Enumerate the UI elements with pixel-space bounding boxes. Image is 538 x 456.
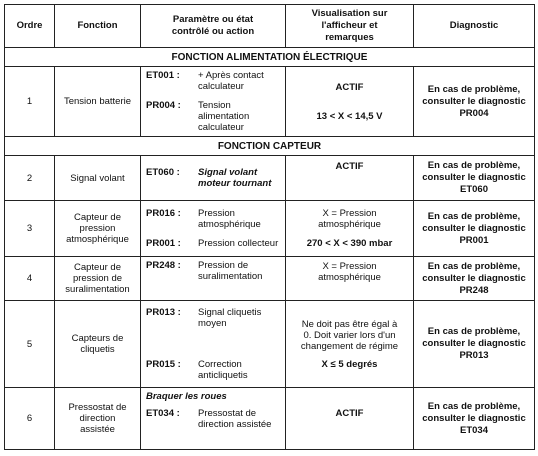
cell-ordre: 4 [5, 257, 55, 301]
cell-diagnostic: En cas de problème, consulter le diagnostic PR248 [414, 257, 535, 301]
param-code: PR004 : [146, 100, 181, 111]
param-line [143, 260, 283, 282]
cell-parametre [141, 388, 286, 450]
vis-value: X = Pression atmosphérique [318, 261, 381, 283]
section-title-capteur: FONCTION CAPTEUR [5, 137, 535, 156]
cell-ordre: 2 [5, 156, 55, 201]
section-row-capteur [5, 137, 535, 156]
table-row [5, 301, 535, 388]
param-code: ET001 : [146, 70, 180, 81]
param-code: PR013 : [146, 307, 181, 318]
param-code: PR001 : [146, 238, 181, 249]
cell-diagnostic: En cas de problème, consulter le diagnostic ET060 [414, 156, 535, 201]
param-text: Pression collecteur [198, 238, 279, 249]
section-row-alimentation [5, 48, 535, 67]
cell-ordre: 3 [5, 201, 55, 257]
cell-visualisation [286, 388, 414, 450]
param-line [143, 307, 283, 329]
param-text: Pressostat de direction assistée [198, 408, 272, 430]
table-row [5, 156, 535, 201]
cell-fonction: Capteur de pression atmosphérique [55, 201, 141, 257]
cell-parametre [141, 201, 286, 257]
table-row [5, 257, 535, 301]
cell-visualisation [286, 201, 414, 257]
vis-value: X ≤ 5 degrés [321, 358, 378, 370]
param-text: Pression atmosphérique [198, 208, 261, 230]
header-ordre: Ordre [5, 5, 55, 48]
cell-visualisation [286, 156, 414, 201]
cell-diagnostic: En cas de problème, consulter le diagnostic PR004 [414, 67, 535, 137]
cell-fonction: Capteur de pression de suralimentation [55, 257, 141, 301]
cell-fonction: Capteurs de cliquetis [55, 301, 141, 388]
param-line [143, 100, 283, 133]
header-row [5, 5, 535, 48]
param-line [143, 70, 283, 92]
vis-value: X = Pression atmosphérique [318, 208, 381, 230]
param-line [143, 167, 283, 189]
param-code: PR248 : [146, 260, 181, 271]
param-line [143, 408, 283, 430]
cell-ordre: 6 [5, 388, 55, 450]
param-line [143, 238, 283, 249]
cell-diagnostic: En cas de problème, consulter le diagnostic PR013 [414, 301, 535, 388]
vis-value: ACTIF [335, 408, 364, 419]
cell-diagnostic: En cas de problème, consulter le diagnostic ET034 [414, 388, 535, 450]
cell-visualisation [286, 257, 414, 301]
vis-value: ACTIF [335, 81, 364, 93]
cell-fonction: Pressostat de direction assistée [55, 388, 141, 450]
cell-parametre [141, 156, 286, 201]
param-text: Signal volant moteur tournant [198, 167, 272, 189]
header-parametre: Paramètre ou état contrôlé ou action [141, 5, 286, 48]
param-code: ET034 : [146, 408, 180, 419]
table-row [5, 67, 535, 137]
param-code: PR016 : [146, 208, 181, 219]
cell-ordre: 5 [5, 301, 55, 388]
vis-value: Ne doit pas être égal à 0. Doit varier lors d'un changement de régime [300, 318, 399, 352]
action-text: Braquer les roues [146, 391, 227, 402]
vis-value: 13 < X < 14,5 V [316, 110, 383, 122]
cell-ordre: 1 [5, 67, 55, 137]
cell-diagnostic: En cas de problème, consulter le diagnostic PR001 [414, 201, 535, 257]
param-text: Pression de suralimentation [198, 260, 263, 282]
param-text: Signal cliquetis moyen [198, 307, 262, 329]
param-text: Correction anticliquetis [198, 359, 248, 381]
cell-visualisation [286, 67, 414, 137]
header-visualisation: Visualisation sur l'afficheur et remarques [286, 5, 414, 48]
vis-value: 270 < X < 390 mbar [306, 238, 393, 249]
param-line [143, 359, 283, 381]
param-line [143, 208, 283, 230]
header-fonction: Fonction [55, 5, 141, 48]
diagnostic-document [4, 4, 535, 450]
cell-parametre [141, 301, 286, 388]
param-text: + Après contact calculateur [198, 70, 264, 92]
cell-visualisation [286, 301, 414, 388]
diagnostic-table [4, 4, 535, 450]
vis-value: ACTIF [335, 161, 364, 172]
cell-parametre [141, 257, 286, 301]
table-row [5, 201, 535, 257]
param-code: PR015 : [146, 359, 181, 370]
section-title-alimentation: FONCTION ALIMENTATION ÉLECTRIQUE [5, 48, 535, 67]
cell-parametre [141, 67, 286, 137]
param-code: ET060 : [146, 167, 180, 178]
cell-fonction: Tension batterie [55, 67, 141, 137]
table-row [5, 388, 535, 450]
cell-fonction: Signal volant [55, 156, 141, 201]
header-diagnostic: Diagnostic [414, 5, 535, 48]
param-text: Tension alimentation calculateur [198, 100, 250, 133]
